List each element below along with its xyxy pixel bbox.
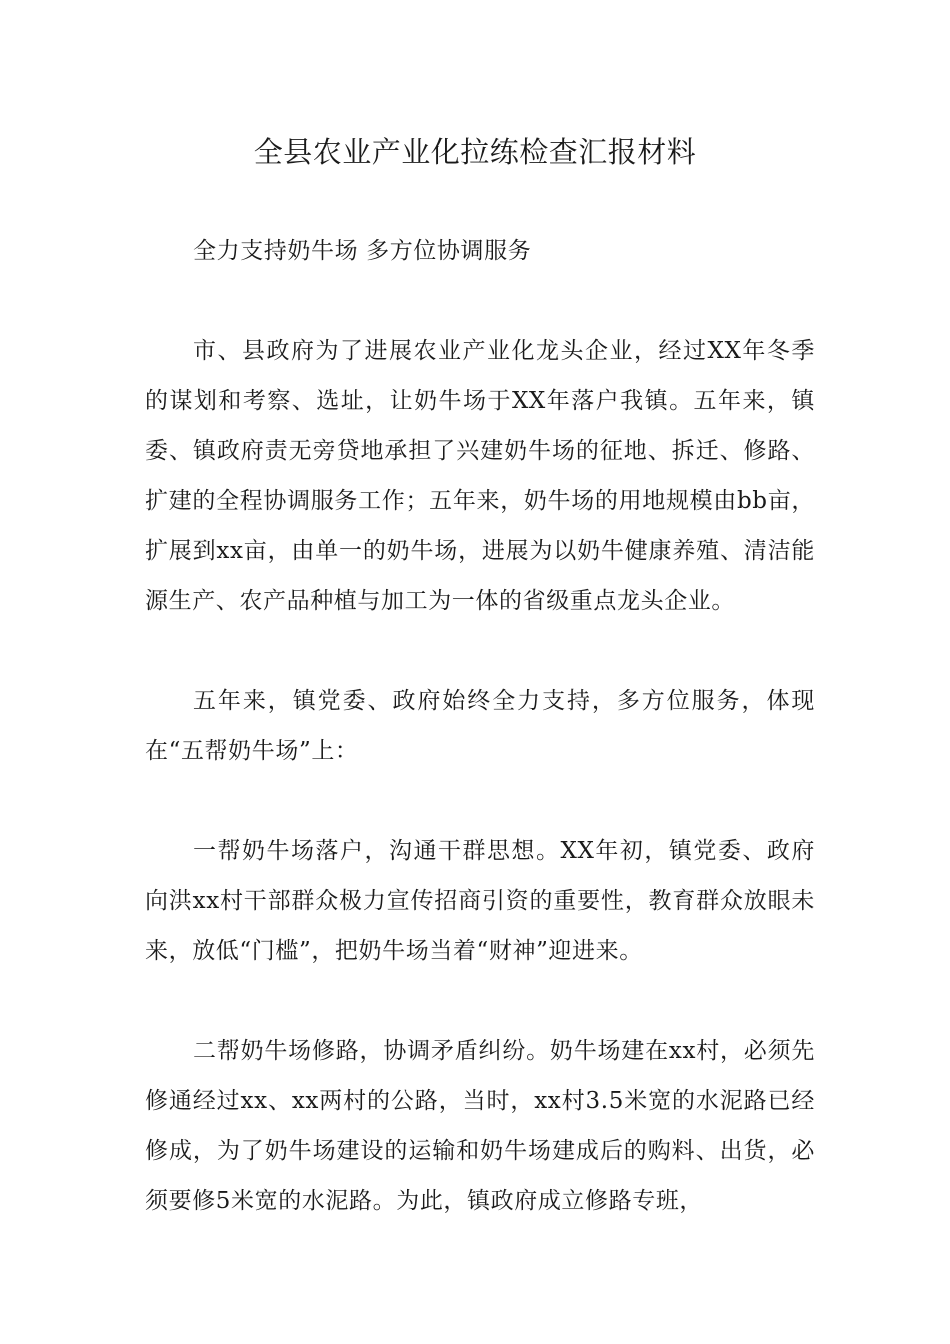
paragraph-help-two: 二帮奶牛场修路，协调矛盾纠纷。奶牛场建在xx村，必须先修通经过xx、xx两村的公路，当时，xx村3.5米宽的水泥路已经修成，为了奶牛场建设的运输和奶牛场建成后的购料、出货，必须要修5米宽的水泥路。为此，镇政府成立修路专班，: [145, 1038, 815, 1214]
paragraph-help-one: 一帮奶牛场落户，沟通干群思想。XX年初，镇党委、政府向洪xx村干部群众极力宣传招商引资的重要性，教育群众放眼未来，放低“门槛”，把奶牛场当着“财神”迎进来。: [145, 838, 815, 964]
paragraph-five-years: 五年来，镇党委、政府始终全力支持，多方位服务，体现在“五帮奶牛场”上：: [145, 688, 815, 764]
document-title: 全县农业产业化拉练检查汇报材料: [253, 135, 697, 169]
document-subtitle: 全力支持奶牛场 多方位协调服务: [193, 238, 532, 264]
paragraph-intro: 市、县政府为了进展农业产业化龙头企业，经过XX年冬季的谋划和考察、选址，让奶牛场于XX年落户我镇。五年来，镇委、镇政府责无旁贷地承担了兴建奶牛场的征地、拆迁、修路、扩建的全程协调服务工作；五年来，奶牛场的用地规模由bb亩，扩展到xx亩，由单一的奶牛场，进展为以奶牛健康养殖、清洁能源生产、农产品种植与加工为一体的省级重点龙头企业。: [145, 338, 815, 614]
